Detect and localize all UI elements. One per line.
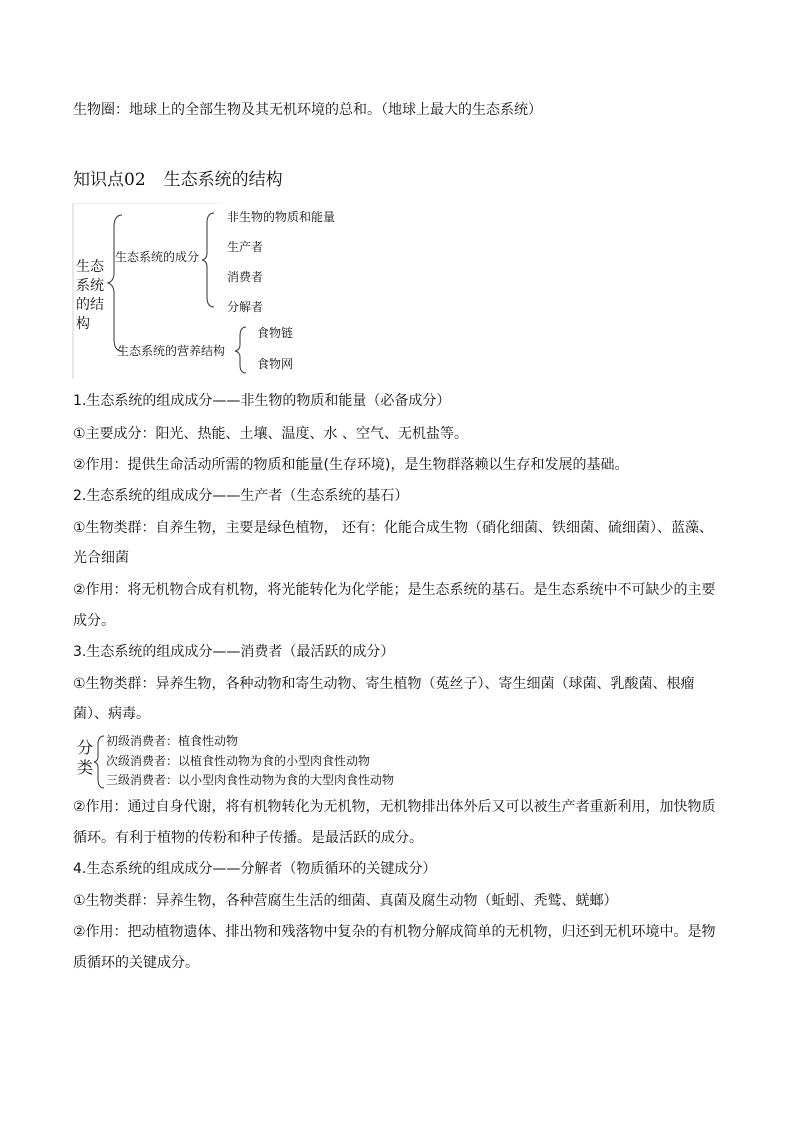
biosphere-definition: 生物圈：地球上的全部生物及其无机环境的总和。（地球上最大的生态系统） [73,102,542,118]
branch-components: 生态系统的成分 [115,250,200,264]
trophic-food-chain: 食物链 [257,326,294,340]
consumer-classification [72,733,432,791]
tertiary-consumer: 三级消费者：以小型肉食性动物为食的大型肉食性动物 [106,773,395,787]
text-line: ②作用：将无机物合成有机物，将光能转化为化学能；是生态系统的基石。是生态系统中不可缺少的主要 [73,582,716,598]
text-line: ②作用：提供生命活动所需的物质和能量(生存环境)，是生物群落赖以生存和发展的基础。 [73,457,629,473]
heading-title: 生态系统的结构 [163,170,283,190]
text-line: ②作用：通过自身代谢，将有机物转化为无机物，无机物排出体外后又可以被生产者重新利用，加快物质 [73,799,716,815]
component-consumer: 消费者 [227,270,264,284]
text-line: ①主要成分：阳光、热能、土壤、温度、水 、空气、无机盐等。 [73,426,468,442]
text-line: 3.生态系统的组成成分——消费者（最活跃的成分） [73,644,395,660]
text-line: ①生物类群：异养生物，各种营腐生生活的细菌、真菌及腐生动物（蚯蚓、秃鹫、蜣螂） [73,893,618,909]
secondary-consumer: 次级消费者：以植食性动物为食的小型肉食性动物 [106,754,371,768]
diagram-root: 生态系统的结构 [76,259,104,332]
text-line: ①生物类群：自养生物，主要是绿色植物， 还有：化能合成生物（硝化细菌、铁细菌、硫细菌）、蓝藻、 [73,520,713,536]
text-line: 循环。有利于植物的传粉和种子传播。是最活跃的成分。 [73,830,423,846]
section-heading [73,168,283,192]
component-abiotic: 非生物的物质和能量 [227,210,336,224]
component-decomposer: 分解者 [227,300,264,314]
text-line: 光合细菌 [73,550,129,566]
text-line: 菌）、病毒。 [73,706,150,722]
classification-label: 分类 [77,738,94,777]
heading-prefix: 知识点 [73,170,124,190]
structure-diagram [72,203,392,381]
trophic-food-web: 食物网 [257,357,294,371]
component-producer: 生产者 [227,240,264,254]
text-line: 1.生态系统的组成成分——非生物的物质和能量（必备成分） [73,393,451,409]
text-line: 质循环的关键成分。 [73,955,199,971]
text-line: 4.生态系统的组成成分——分解者（物质循环的关键成分） [73,861,437,877]
primary-consumer: 初级消费者：植食性动物 [106,734,239,748]
heading-number: 02 [124,170,146,190]
text-line: 2.生态系统的组成成分——生产者（生态系统的基石） [73,488,409,504]
text-line: 成分。 [73,613,115,629]
branch-trophic-structure: 生态系统的营养结构 [117,344,226,358]
text-line: ②作用：把动植物遗体、排出物和残落物中复杂的有机物分解成简单的无机物，归还到无机环境中。是物 [73,924,716,940]
text-line: ①生物类群：异养生物，各种动物和寄生动物、寄生植物（菟丝子）、寄生细菌（球菌、乳酸菌、根瘤 [73,676,695,692]
